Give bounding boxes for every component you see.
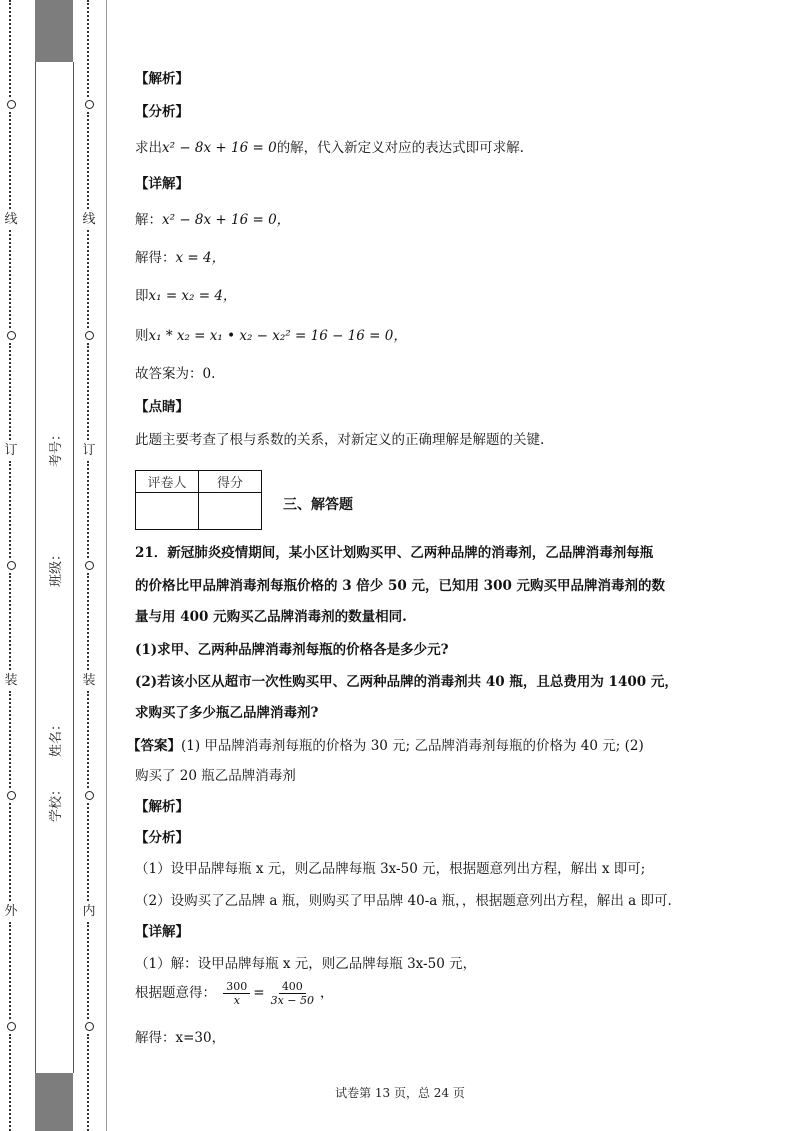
fraction-numerator: 300 bbox=[223, 980, 250, 994]
exam-no-field[interactable] bbox=[38, 412, 70, 482]
inner-seal-line bbox=[82, 0, 96, 1131]
step-3 bbox=[135, 284, 236, 304]
fraction-denominator: x bbox=[233, 994, 240, 1007]
seal-char: 线 bbox=[4, 212, 18, 228]
seal-char: 装 bbox=[82, 673, 96, 689]
fenxi-text-pre: 求出 bbox=[135, 140, 162, 156]
seal-char: 内 bbox=[82, 903, 96, 919]
analysis-tag: 【解析】 bbox=[135, 71, 189, 87]
step-4 bbox=[135, 324, 407, 344]
name-label: 姓名： bbox=[48, 717, 64, 757]
school-field[interactable] bbox=[38, 762, 70, 842]
score-header: 得分 bbox=[199, 471, 262, 493]
circle-mark bbox=[85, 561, 94, 570]
q21-fenxi-2: （2）设购买了乙品牌 a 瓶，则购买了甲品牌 40-a 瓶，，根据题意列出方程，解出 a 即可. bbox=[135, 893, 672, 909]
q21-answer-line-2: 购买了 20 瓶乙品牌消毒剂 bbox=[135, 768, 296, 784]
class-label: 班级： bbox=[48, 547, 64, 587]
step-3-pre: 即 bbox=[135, 288, 149, 304]
class-field[interactable] bbox=[38, 532, 70, 602]
binding-line-right bbox=[73, 62, 74, 1073]
step-2-pre: 解得： bbox=[135, 250, 176, 266]
section-title: 三、解答题 bbox=[283, 497, 353, 513]
circle-mark bbox=[85, 331, 94, 340]
step-3-equation: x₁ = x₂ = 4， bbox=[148, 288, 237, 304]
circle-mark bbox=[7, 561, 16, 570]
seal-char: 线 bbox=[82, 212, 96, 228]
step-2 bbox=[135, 246, 225, 266]
fenxi-text bbox=[135, 136, 524, 156]
fraction-numerator: 400 bbox=[279, 980, 306, 994]
fraction-300-over-x bbox=[223, 980, 250, 1007]
fraction-equals: = bbox=[253, 985, 265, 1001]
step-1-equation: x² − 8x + 16 = 0， bbox=[162, 212, 291, 228]
exam-no-label: 考号： bbox=[48, 427, 64, 467]
seal-char: 订 bbox=[4, 442, 18, 458]
circle-mark bbox=[85, 1022, 94, 1031]
q21-fenxi-1: （1）设甲品牌每瓶 x 元，则乙品牌每瓶 3x-50 元，根据题意列出方程，解出 x 即可; bbox=[135, 861, 646, 877]
seal-char: 订 bbox=[82, 442, 96, 458]
fenxi-equation: x² − 8x + 16 = 0 bbox=[162, 140, 277, 156]
circle-mark bbox=[7, 100, 16, 109]
answer-text-1: (1) 甲品牌消毒剂每瓶的价格为 30 元; 乙品牌消毒剂每瓶的价格为 40 元; (2) bbox=[181, 738, 644, 754]
step-4-equation: x₁ * x₂ = x₁ • x₂ − x₂² = 16 − 16 = 0， bbox=[148, 328, 407, 344]
detail-2-pre: 根据题意得： bbox=[135, 985, 216, 1001]
step-1-pre: 解： bbox=[135, 212, 162, 228]
circle-mark bbox=[85, 791, 94, 800]
q21-answer-line-1 bbox=[127, 734, 644, 754]
school-label: 学校： bbox=[48, 782, 64, 822]
q21-detail-3: 解得：x=30， bbox=[135, 1030, 226, 1046]
q21-detail-2 bbox=[135, 980, 334, 1007]
step-1 bbox=[135, 208, 290, 228]
q21-jiexi-tag: 【解析】 bbox=[135, 799, 189, 815]
circle-mark bbox=[7, 331, 16, 340]
score-cell[interactable] bbox=[199, 493, 262, 530]
outer-seal-line bbox=[4, 0, 18, 1131]
grader-cell[interactable] bbox=[136, 493, 199, 530]
binding-margin bbox=[0, 0, 108, 1131]
step-2-equation: x = 4， bbox=[175, 250, 226, 266]
xiangjie-tag: 【详解】 bbox=[135, 176, 189, 192]
q21-fenxi-tag: 【分析】 bbox=[135, 830, 189, 846]
answer-tag: 【答案】 bbox=[127, 738, 181, 754]
school-underline bbox=[38, 312, 70, 372]
fenxi-tag: 【分析】 bbox=[135, 104, 189, 120]
q21-line-3: 量与用 400 元购买乙品牌消毒剂的数量相同. bbox=[135, 609, 407, 625]
exam-no-underline bbox=[38, 62, 70, 152]
detail-2-post: ， bbox=[320, 985, 334, 1001]
fraction-400-over-3x-50 bbox=[268, 980, 317, 1007]
score-table bbox=[135, 470, 262, 530]
grader-header: 评卷人 bbox=[136, 471, 199, 493]
name-underline bbox=[38, 202, 70, 312]
dianjing-tag: 【点睛】 bbox=[135, 399, 189, 415]
q21-detail-1: （1）解：设甲品牌每瓶 x 元，则乙品牌每瓶 3x-50 元， bbox=[135, 956, 477, 972]
binding-border bbox=[106, 0, 107, 1131]
dianjing-text: 此题主要考查了根与系数的关系，对新定义的正确理解是解题的关键. bbox=[135, 432, 545, 448]
page-footer: 试卷第 13 页，总 24 页 bbox=[335, 1086, 465, 1100]
seal-char: 外 bbox=[4, 903, 18, 919]
circle-mark bbox=[85, 100, 94, 109]
binding-band-top bbox=[35, 0, 73, 62]
seal-char: 装 bbox=[4, 673, 18, 689]
student-info bbox=[38, 62, 70, 1073]
fraction-denominator: 3x − 50 bbox=[270, 994, 315, 1007]
q21-line-2: 的价格比甲品牌消毒剂每瓶价格的 3 倍少 50 元，已知用 300 元购买甲品牌消毒剂的数 bbox=[135, 578, 666, 594]
circle-mark bbox=[7, 1022, 16, 1031]
q21-part-2-line-2: 求购买了多少瓶乙品牌消毒剂? bbox=[135, 705, 319, 721]
q21-line-1: 21．新冠肺炎疫情期间，某小区计划购买甲、乙两种品牌的消毒剂，乙品牌消毒剂每瓶 bbox=[135, 545, 654, 561]
answer-line: 故答案为：0. bbox=[135, 366, 216, 382]
step-4-pre: 则 bbox=[135, 328, 149, 344]
binding-line-left bbox=[35, 62, 36, 1073]
fenxi-text-post: 的解，代入新定义对应的表达式即可求解. bbox=[276, 140, 524, 156]
q21-part-1: (1)求甲、乙两种品牌消毒剂每瓶的价格各是多少元? bbox=[135, 642, 449, 658]
class-underline bbox=[38, 152, 70, 202]
circle-mark bbox=[7, 791, 16, 800]
binding-band-bottom bbox=[35, 1073, 73, 1131]
q21-xiangjie-tag: 【详解】 bbox=[135, 924, 189, 940]
q21-part-2-line-1: (2)若该小区从超市一次性购买甲、乙两种品牌的消毒剂共 40 瓶，且总费用为 1400 元， bbox=[135, 674, 678, 690]
